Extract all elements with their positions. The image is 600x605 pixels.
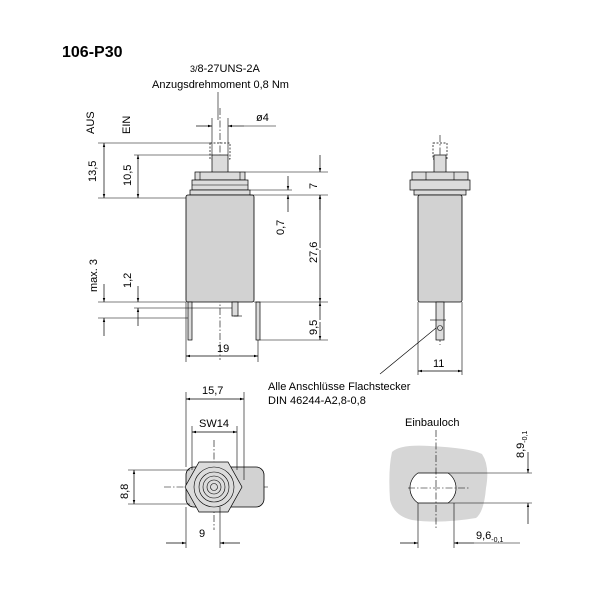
torque-label: Anzugsdrehmoment 0,8 Nm xyxy=(152,79,289,91)
flat-width: 9 xyxy=(199,528,206,540)
height-off: 13,5 xyxy=(87,160,99,182)
side-nut xyxy=(412,172,468,180)
terminal-right xyxy=(256,302,260,340)
terminal-note-line2: DIN 46244-A2,8-0,8 xyxy=(268,395,366,407)
cutout-width-value: 9,6 xyxy=(476,530,492,542)
height-on: 10,5 xyxy=(122,164,134,186)
washer xyxy=(190,190,250,195)
cutout-width-tolerance: -0,1 xyxy=(491,537,504,544)
top-view xyxy=(164,440,268,530)
washer-dimension: 0,7 xyxy=(275,219,287,235)
hex-nut xyxy=(195,172,245,180)
flat-height: 8,8 xyxy=(119,483,131,499)
state-on-label: EIN xyxy=(121,115,133,134)
side-washer xyxy=(414,190,466,195)
breaker-body xyxy=(186,195,254,302)
side-bushing xyxy=(410,180,470,190)
terminal-note-leader xyxy=(380,328,436,374)
thread-fraction: 3/ xyxy=(190,64,198,74)
thread-spec xyxy=(190,63,261,75)
cutout-height-tolerance: -0,1 xyxy=(522,430,529,443)
cutout-width xyxy=(476,530,503,544)
body-height: 27,6 xyxy=(308,241,320,263)
terminal-note-line1: Alle Anschlüsse Flachstecker xyxy=(268,381,411,393)
terminal-length: 9,5 xyxy=(308,319,320,335)
wrench-size: SW14 xyxy=(199,418,229,430)
cutout-label: Einbauloch xyxy=(405,417,460,429)
side-width: 11 xyxy=(433,358,445,370)
side-body xyxy=(418,195,462,302)
state-off-label: AUS xyxy=(85,111,97,134)
panel-cutout xyxy=(389,430,487,530)
pin-diameter: ø4 xyxy=(256,112,269,124)
thread-spec-text: 8-27UNS-2A xyxy=(197,63,260,75)
hex-outer-dimension: 15,7 xyxy=(202,385,224,397)
body-width: 19 xyxy=(217,343,230,355)
product-title: 106-P30 xyxy=(62,44,123,61)
max-offset: max. 3 xyxy=(88,258,100,292)
terminal-center xyxy=(232,302,238,316)
terminal-offset: 1,2 xyxy=(122,272,134,288)
side-view xyxy=(410,135,470,345)
cutout-height-value: 8,9 xyxy=(515,442,527,458)
side-terminal xyxy=(436,302,444,340)
cutout-height xyxy=(515,431,529,458)
nut-height: 7 xyxy=(308,182,320,189)
front-view xyxy=(186,108,260,360)
